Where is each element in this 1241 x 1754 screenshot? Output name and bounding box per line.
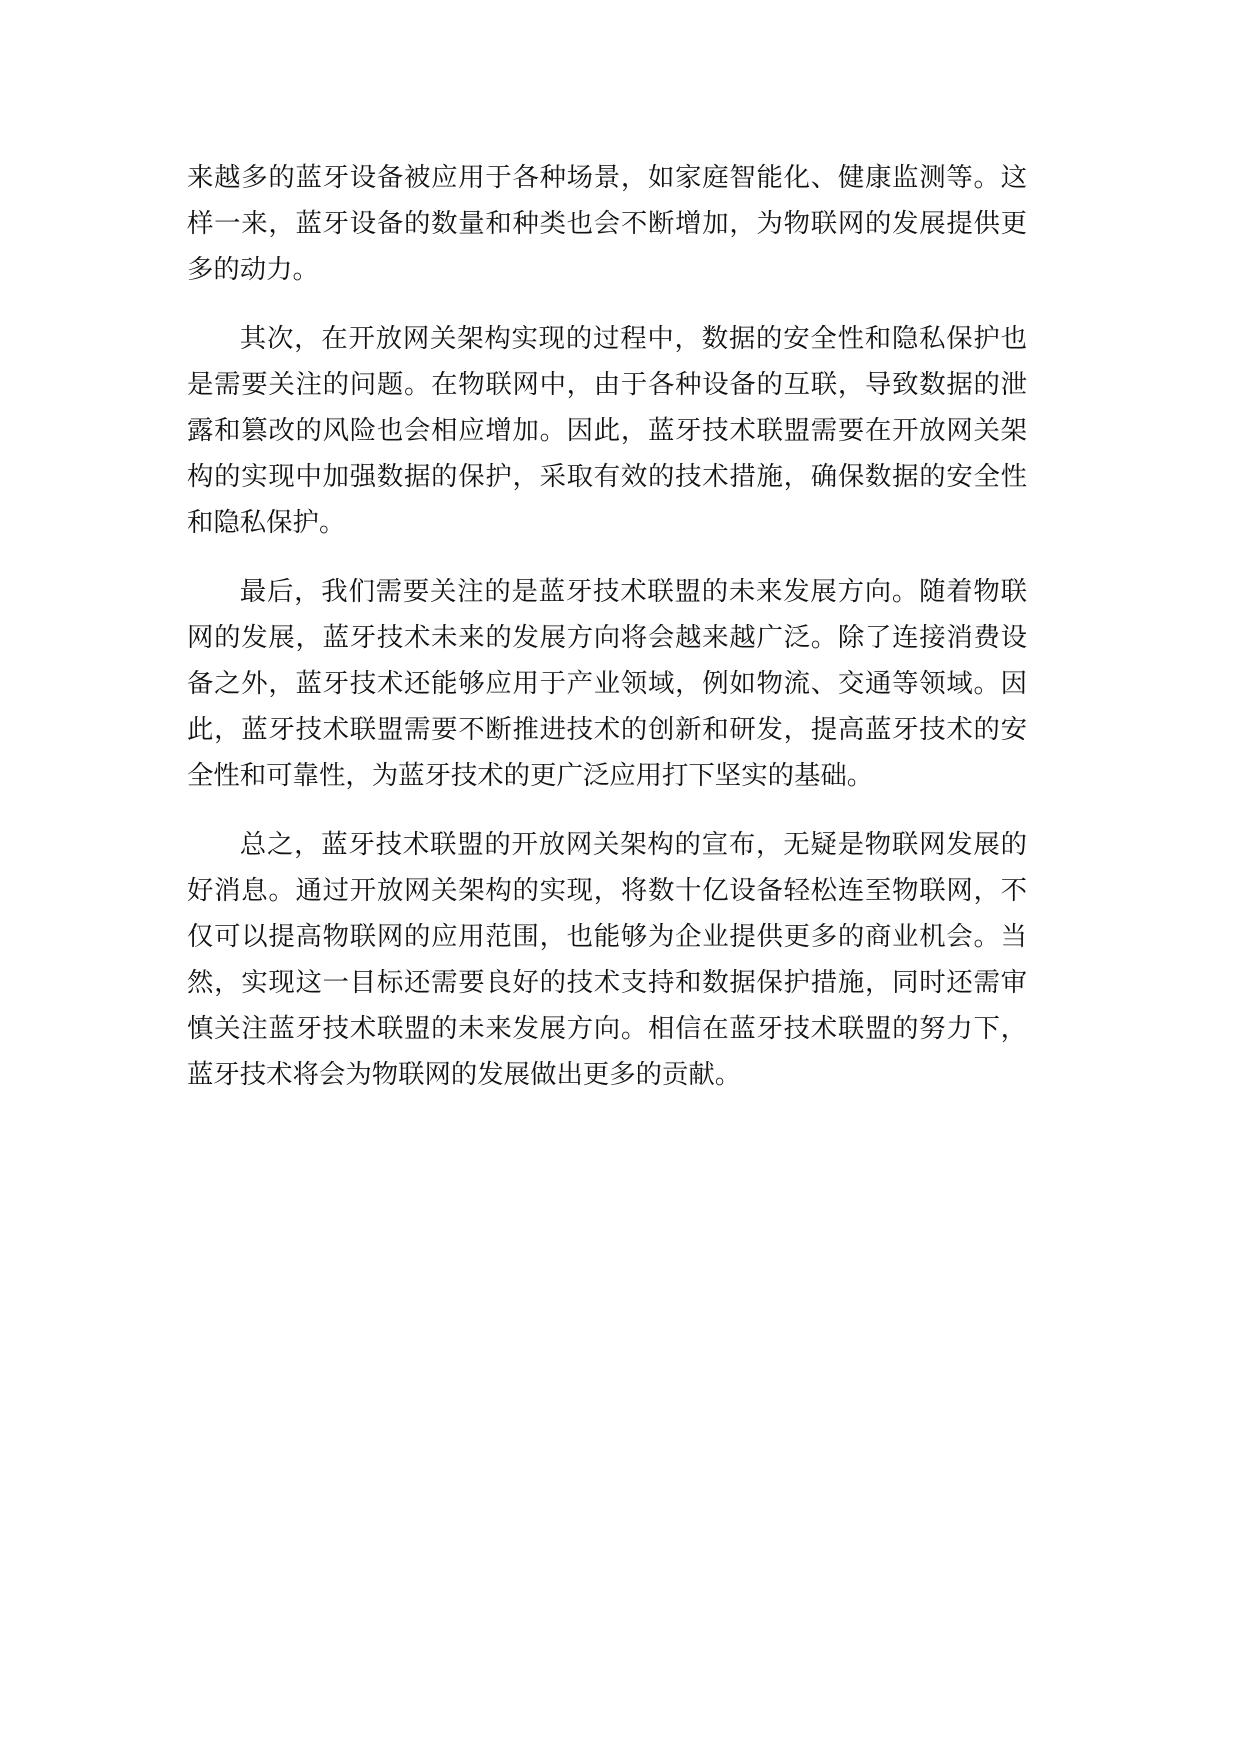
- paragraph-continued: 来越多的蓝牙设备被应用于各种场景，如家庭智能化、健康监测等。这样一来，蓝牙设备的数量和种类也会不断增加，为物联网的发展提供更多的动力。: [187, 162, 1027, 285]
- body-text: [187, 155, 1027, 1121]
- paragraph-security: 其次，在开放网关架构实现的过程中，数据的安全性和隐私保护也是需要关注的问题。在物联网中，由于各种设备的互联，导致数据的泄露和篡改的风险也会相应增加。因此，蓝牙技术联盟需要在开放网关架构的实现中加强数据的保护，采取有效的技术措施，确保数据的安全性和隐私保护。: [187, 323, 1027, 538]
- paragraph-future: 最后，我们需要关注的是蓝牙技术联盟的未来发展方向。随着物联网的发展，蓝牙技术未来的发展方向将会越来越广泛。除了连接消费设备之外，蓝牙技术还能够应用于产业领域，例如物流、交通等领域。因此，蓝牙技术联盟需要不断推进技术的创新和研发，提高蓝牙技术的安全性和可靠性，为蓝牙技术的更广泛应用打下坚实的基础。: [187, 576, 1027, 791]
- paragraph-conclusion: 总之，蓝牙技术联盟的开放网关架构的宣布，无疑是物联网发展的好消息。通过开放网关架构的实现，将数十亿设备轻松连至物联网，不仅可以提高物联网的应用范围，也能够为企业提供更多的商业机会。当然，实现这一目标还需要良好的技术支持和数据保护措施，同时还需审慎关注蓝牙技术联盟的未来发展方向。相信在蓝牙技术联盟的努力下，蓝牙技术将会为物联网的发展做出更多的贡献。: [187, 829, 1027, 1090]
